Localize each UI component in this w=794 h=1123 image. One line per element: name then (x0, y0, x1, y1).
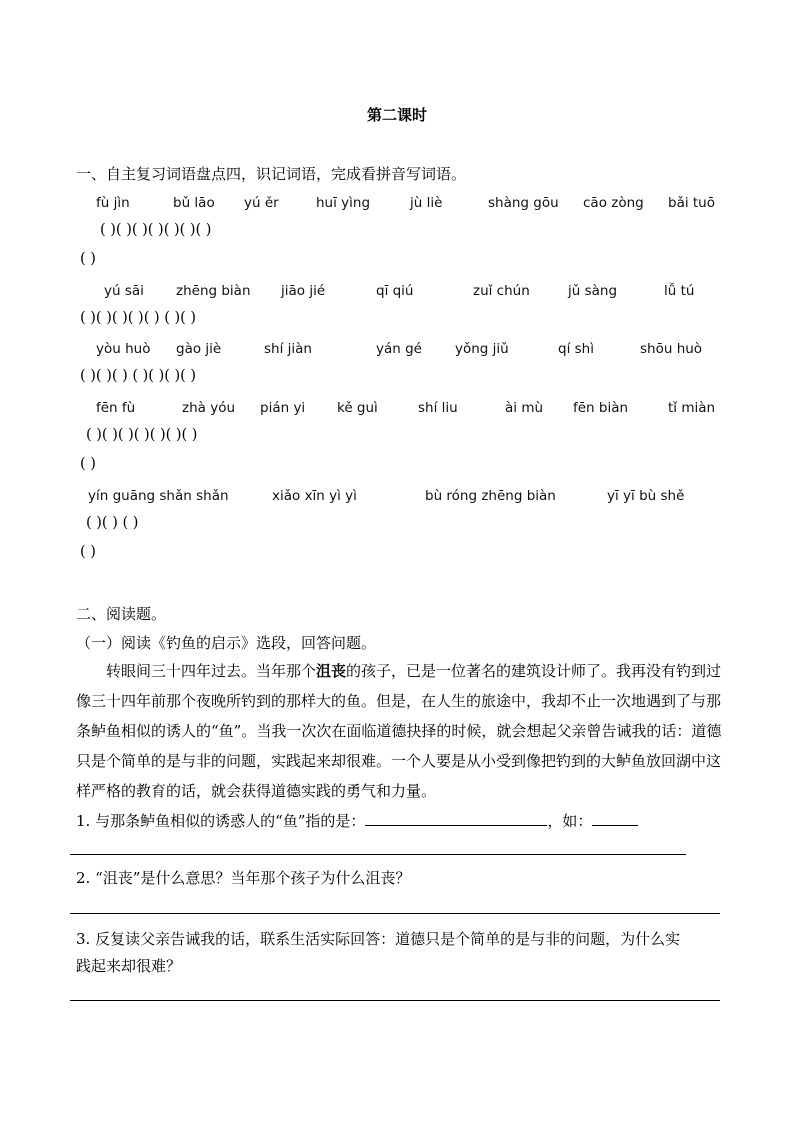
pinyin-item: fù jìn (96, 195, 130, 211)
pinyin-item: tǐ miàn (668, 400, 716, 416)
pinyin-item: jiāo jié (281, 283, 326, 299)
pinyin-item: cāo zòng (583, 195, 644, 211)
pinyin-item: yòu huò (96, 341, 151, 357)
pinyin-item: bǔ lāo (173, 195, 215, 211)
pinyin-item: bù róng zhēng biàn (425, 488, 556, 504)
pinyin-item: shí jiàn (264, 341, 312, 357)
answer-blanks[interactable]: ( )( ) ( ) (86, 515, 139, 531)
pinyin-item: zhà yóu (182, 400, 236, 416)
answer-blanks[interactable]: ( )( )( )( )( ) ( )( ) (80, 310, 197, 326)
pinyin-item: kě guì (337, 400, 378, 416)
answer-blanks[interactable]: ( ) (80, 544, 96, 560)
pinyin-item: lǚ tú (664, 283, 695, 299)
pinyin-item: fēn fù (96, 400, 136, 416)
pinyin-item: xiǎo xīn yì yì (272, 488, 357, 504)
pinyin-item: ài mù (505, 400, 544, 416)
answer-line[interactable] (365, 811, 547, 826)
pinyin-item: gào jiè (176, 341, 222, 357)
pinyin-item: fēn biàn (573, 400, 629, 416)
pinyin-item: pián yi (260, 400, 306, 416)
pinyin-item: shōu huò (640, 341, 703, 357)
pinyin-item: jǔ sàng (568, 283, 618, 299)
pinyin-item: jù liè (410, 195, 443, 211)
reading-passage: 转眼间三十四年过去。当年那个沮丧的孩子，已是一位著名的建筑设计师了。我再没有钓到过像三十四年前那个夜晚所钓到的那样大的鱼。但是，在人生的旅途中，我却不止一次地遇到了与那条鲈鱼相似的诱人的“鱼”。当我一次次在面临道德抉择的时候，就会想起父亲曾告诫我的话：道德只是个简单的是与非的问题，实践起来却很难。一个人要是从小受到像把钓到的大鲈鱼放回湖中这样严格的教育的话，就会获得道德实践的勇气和力量。 (76, 662, 722, 800)
section1-heading: 一、自主复习词语盘点四，识记词语，完成看拼音写词语。 (76, 165, 467, 183)
question-2: 2. “沮丧”是什么意思？当年那个孩子为什么沮丧？ (76, 869, 411, 887)
answer-blanks[interactable]: ( )( )( ) ( )( )( )( ) (80, 368, 197, 384)
answer-line[interactable] (70, 913, 720, 914)
pinyin-item: yú ěr (244, 195, 279, 211)
pinyin-item: bǎi tuō (668, 195, 715, 211)
answer-blanks[interactable]: ( ) (80, 251, 96, 267)
answer-line[interactable] (70, 1000, 720, 1001)
pinyin-item: yán gé (376, 341, 422, 357)
question-3-line2: 践起来却很难？ (76, 957, 182, 975)
page-title: 第二课时 (366, 106, 427, 124)
answer-blanks[interactable]: ( ) (80, 456, 96, 472)
pinyin-item: yú sāi (104, 283, 144, 299)
answer-blanks[interactable]: ( )( )( )( )( )( )( ) (86, 427, 198, 443)
reading-subheading: （一）阅读《钓鱼的启示》选段，回答问题。 (76, 634, 377, 652)
pinyin-item: yī yī bù shě (607, 488, 685, 504)
bold-word: 沮丧 (316, 662, 347, 680)
pinyin-item: shàng gōu (488, 195, 559, 211)
pinyin-item: qí shì (558, 341, 594, 357)
pinyin-item: zhēng biàn (176, 283, 251, 299)
section2-heading: 二、阅读题。 (76, 605, 167, 623)
answer-line[interactable] (70, 854, 686, 855)
answer-line[interactable] (592, 811, 638, 826)
pinyin-item: yǒng jiǔ (455, 341, 509, 357)
answer-blanks[interactable]: ( )( )( )( )( )( )( ) (100, 222, 212, 238)
pinyin-item: yín guāng shǎn shǎn (88, 488, 229, 504)
pinyin-item: shí liu (418, 400, 458, 416)
pinyin-item: zuǐ chún (473, 283, 530, 299)
question-1: 1. 与那条鲈鱼相似的诱惑人的“鱼”指的是： ，如： (76, 810, 638, 831)
question-3-line1: 3. 反复读父亲告诫我的话，联系生活实际回答：道德只是个简单的是与非的问题，为什么实 (76, 930, 681, 948)
pinyin-item: huī yìng (316, 195, 371, 211)
pinyin-item: qī qiú (376, 283, 414, 299)
